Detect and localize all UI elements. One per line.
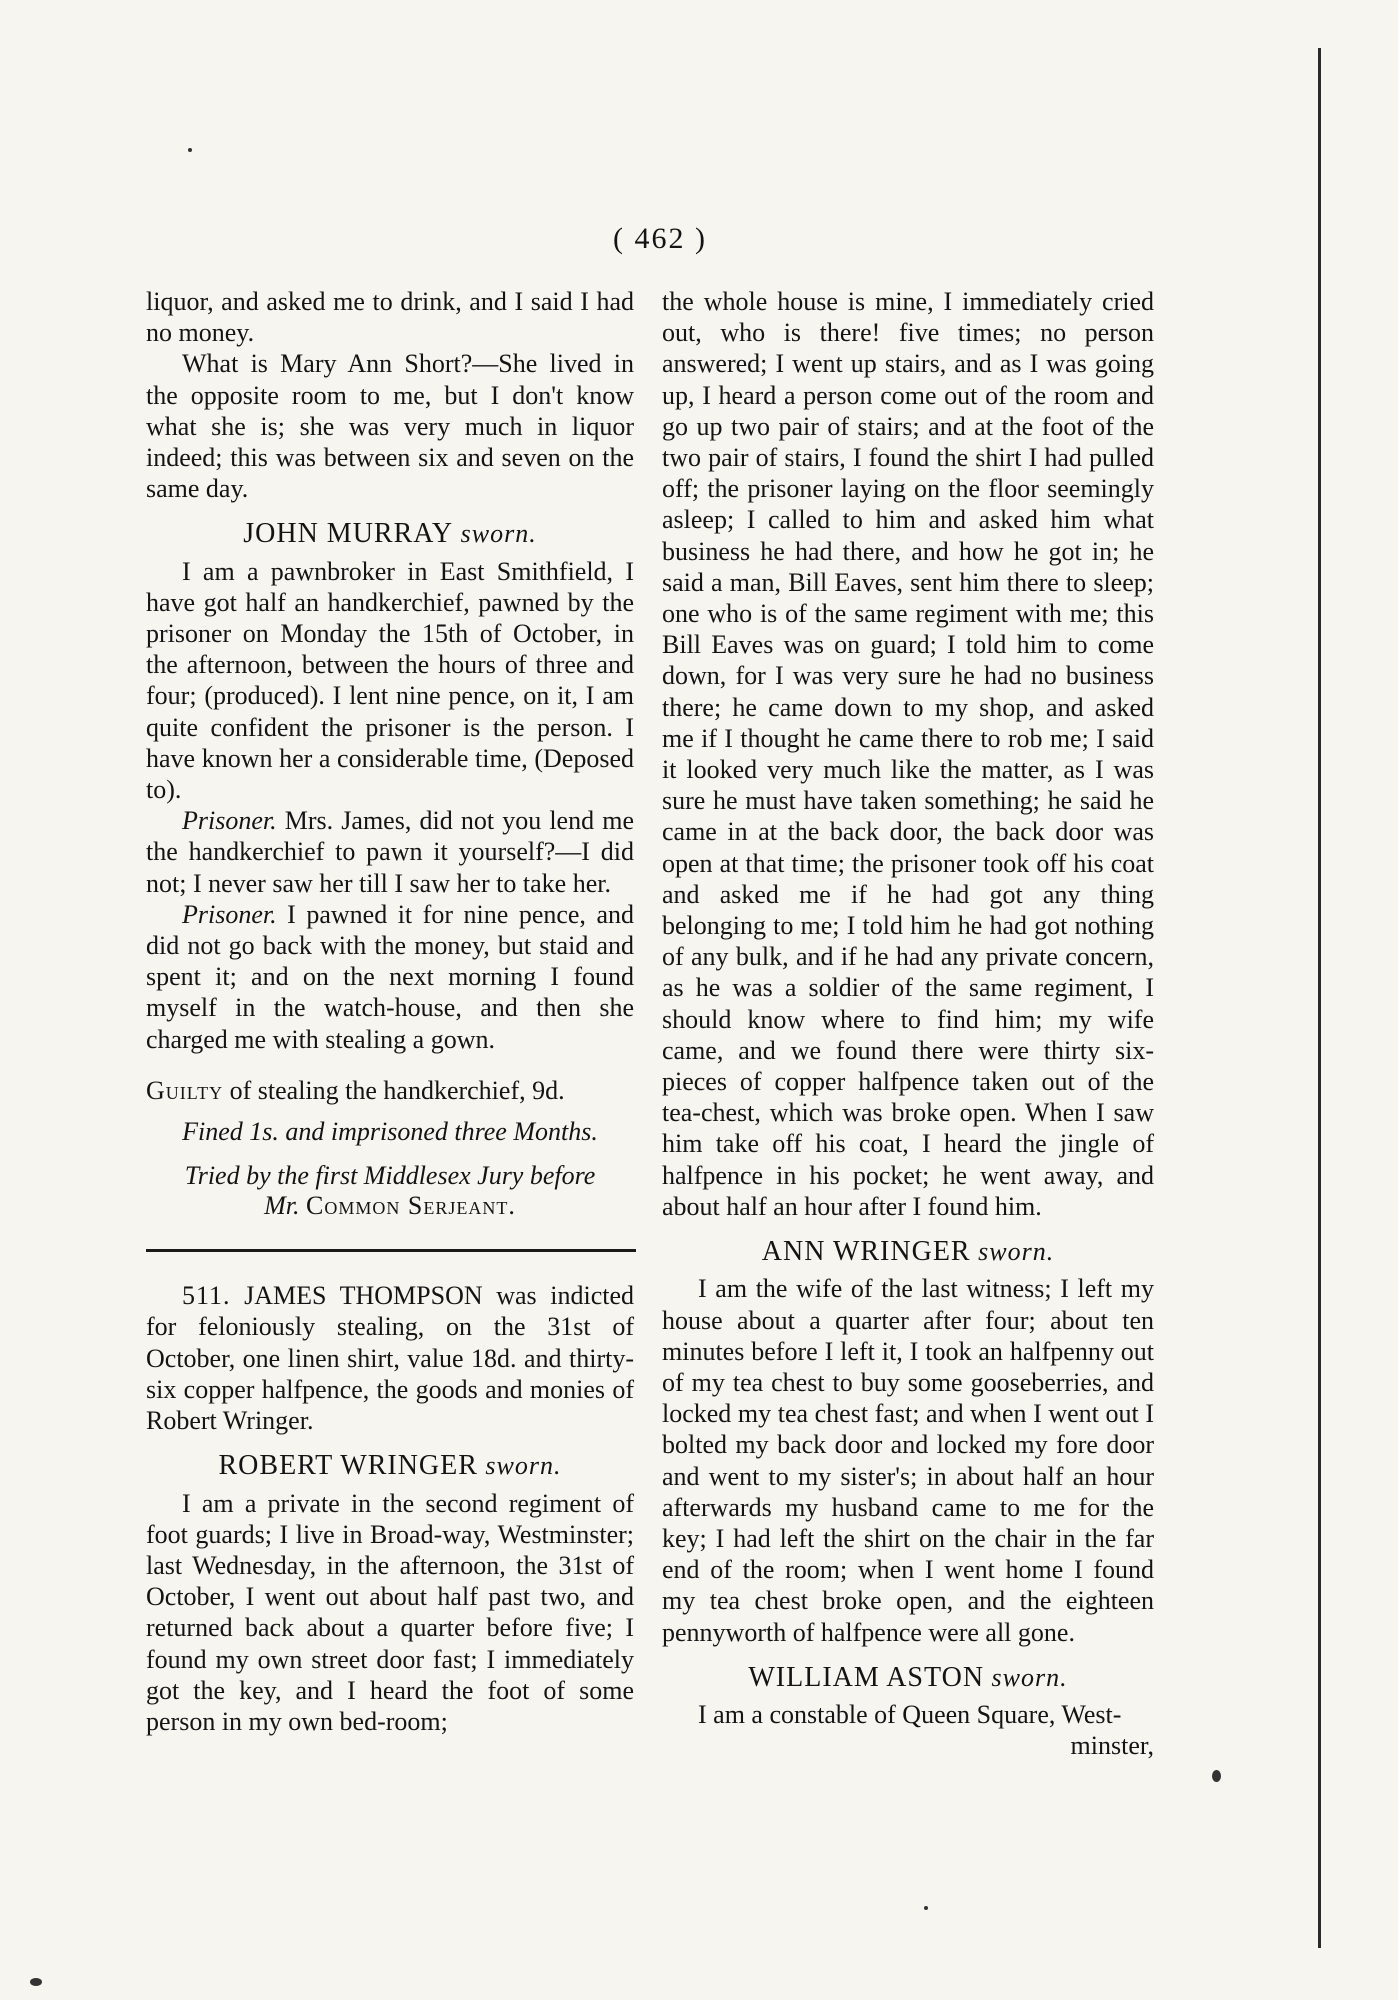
paragraph: liquor, and asked me to drink, and I said I had no money. xyxy=(146,287,634,348)
ink-speck xyxy=(1212,1770,1221,1782)
case-paragraph xyxy=(146,1280,634,1436)
sworn-label: sworn. xyxy=(978,1237,1055,1267)
trial-judge: Common Serjeant. xyxy=(306,1191,516,1221)
witness-heading xyxy=(146,518,634,549)
indictment-text: was indicted for feloniously stealing, on the 31st of October, one linen shirt, value 18d. and thirty-six copper halfpence, the goods and monies of Robert Wringer. xyxy=(146,1281,634,1436)
right-column xyxy=(662,286,1154,1761)
witness-name: WILLIAM ASTON xyxy=(748,1661,985,1693)
left-column xyxy=(146,286,634,1737)
witness-name: JOHN MURRAY xyxy=(243,518,454,550)
witness-name: ANN WRINGER xyxy=(761,1236,971,1268)
witness-heading xyxy=(662,1236,1154,1267)
speaker-text: Mrs. James, did not you lend me the handkerchief to pawn it yourself?—I did not; I never saw her till I saw her to take her. xyxy=(146,806,634,898)
witness-name: ROBERT WRINGER xyxy=(218,1450,478,1482)
paragraph: I am a constable of Queen Square, West- xyxy=(698,1699,1122,1729)
paragraph: I am the wife of the last witness; I left my house about a quarter after four; about ten minutes before I left it, I took an halfpenny out of my tea chest to buy some gooseberries, and locked my tea chest fast; and when I went out I bolted my back door and locked my fore door and went to my sister's; in about half an hour afterwards my husband came to me for the key; I had left the shirt on the chair in the far end of the room; when I went home I found my tea chest broke open, and the eighteen pennyworth of halfpence were all gone. xyxy=(662,1274,1154,1647)
verdict-text: of stealing the handkerchief, 9d. xyxy=(223,1075,565,1105)
paragraph xyxy=(146,805,634,899)
case-number: 511. xyxy=(182,1281,231,1311)
trial-line: Tried by the first Middlesex Jury before xyxy=(184,1161,596,1191)
sworn-label: sworn. xyxy=(460,519,537,549)
catchword: minster, xyxy=(1070,1731,1154,1761)
paragraph: What is Mary Ann Short?—She lived in the opposite room to me, but I don't know what she is; she was very much in liquor indeed; this was between six and seven on the same day. xyxy=(146,349,634,504)
page-number: ( 462 ) xyxy=(613,222,707,255)
sworn-label: sworn. xyxy=(991,1662,1068,1692)
paragraph: I am a pawnbroker in East Smithfield, I have got half an handkerchief, pawned by the prisoner on Monday the 15th of October, in the afternoon, between the hours of three and four; (produced). I lent nine pence, on it, I am quite confident the prisoner is the person. I have known her a considerable time, (Deposed to). xyxy=(146,556,634,805)
speaker-label: Prisoner. xyxy=(182,899,277,929)
verdict xyxy=(146,1075,634,1106)
verdict-word: Guilty xyxy=(146,1075,224,1105)
trial-note xyxy=(146,1161,634,1221)
trial-mr: Mr. xyxy=(264,1191,300,1221)
ink-speck xyxy=(30,1978,42,1986)
ink-speck xyxy=(188,148,192,152)
speaker-label: Prisoner. xyxy=(182,806,277,836)
witness-heading xyxy=(662,1662,1154,1693)
sworn-label: sworn. xyxy=(485,1451,562,1481)
speaker-text: I pawned it for nine pence, and did not go back with the money, but staid and spent it; and on the next morning I found myself in the watch-house, and then she charged me with stealing a gown. xyxy=(146,899,634,1054)
paragraph xyxy=(146,899,634,1055)
paragraph: the whole house is mine, I immediately cried out, who is there! five times; no person answered; I went up stairs, and as I was going up, I heard a person come out of the room and go up two pair of stairs; and at the foot of the two pair of stairs, I found the shirt I had pulled off; the prisoner laying on the floor seemingly asleep; I called to him and asked him what business he had there, and how he got in; he said a man, Bill Eaves, sent him there to sleep; one who is of the same regiment with me; this Bill Eaves was on guard; I told him to come down, for I was very sure he had no business there; he came down to my shop, and asked me if I thought he came there to rob me; I said it looked very much like the matter, as I was sure he must have taken something; he said he came in at the back door, the back door was open at that time; the prisoner took off his coat and asked me if he had got any thing belonging to me; I told him he had got nothing of any bulk, and if he had any private concern, as he was a soldier of the same regiment, I should know where to find him; my wife came, and we found there were thirty six-pieces of copper halfpence taken out of the tea-chest, which was broke open. When I saw him take off his coat, I heard the jingle of halfpence in his pocket; he went away, and about half an hour after I found him. xyxy=(662,287,1154,1221)
section-rule xyxy=(146,1249,636,1252)
sentence: Fined 1s. and imprisoned three Months. xyxy=(182,1117,598,1147)
defendant-name: JAMES THOMPSON xyxy=(244,1281,483,1311)
page-edge-line xyxy=(1318,48,1321,1948)
paragraph: I am a private in the second regiment of foot guards; I live in Broad-way, Westminster; last Wednesday, in the afternoon, the 31st of October, I went out about half past two, and returned back about a quarter before five; I found my own street door fast; I immediately got the key, and I heard the foot of some person in my own bed-room; xyxy=(146,1488,634,1736)
ink-speck xyxy=(924,1906,928,1910)
witness-heading xyxy=(146,1450,634,1481)
